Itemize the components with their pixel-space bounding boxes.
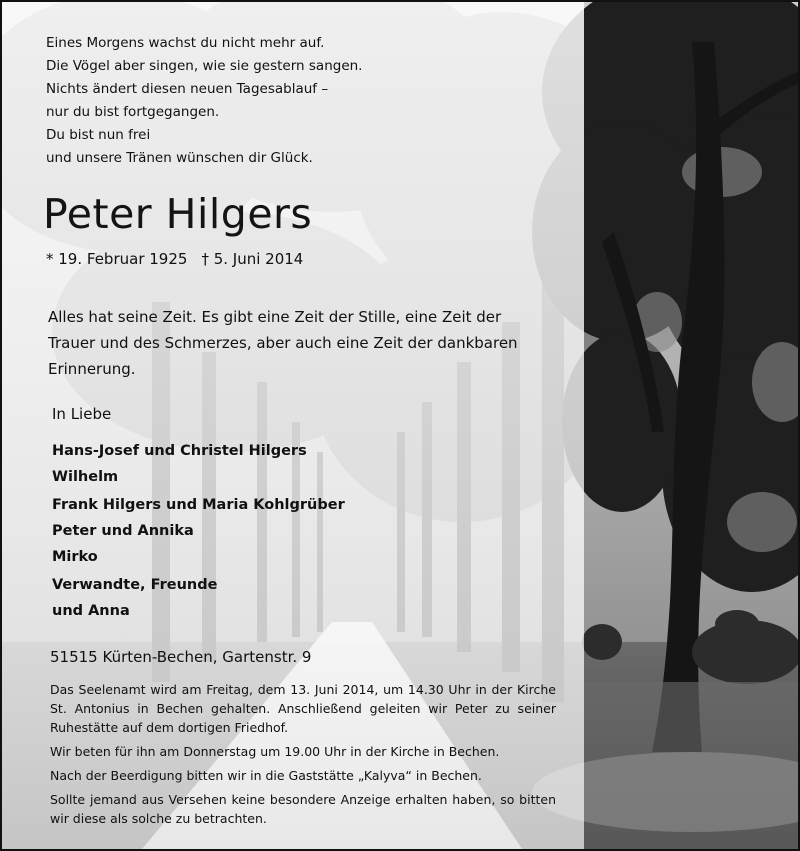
poem-line: nur du bist fortgegangen.: [46, 104, 220, 120]
quote: [48, 304, 568, 382]
service-notices: [50, 680, 556, 833]
poem-line: Nichts ändert diesen neuen Tagesablauf –: [46, 81, 329, 97]
notice-no-invitation: Sollte jemand aus Versehen keine besondere Anzeige erhalten haben, so bitten wir diese als solche zu betrachten.: [50, 792, 556, 826]
poem-line: Die Vögel aber singen, wie sie gestern sangen.: [46, 58, 363, 74]
mourner-group: [52, 572, 217, 624]
mourner-name: Wilhelm: [52, 469, 119, 485]
death-date: † 5. Juni 2014: [201, 250, 304, 268]
mourners-intro: In Liebe: [52, 405, 112, 423]
notice-prayer: Wir beten für ihn am Donnerstag um 19.00 Uhr in der Kirche in Bechen.: [50, 744, 500, 759]
mourner-group: [52, 492, 345, 570]
mourner-name: Peter und Annika: [52, 523, 194, 539]
mourner-name: Verwandte, Freunde: [52, 577, 218, 593]
deceased-name: Peter Hilgers: [43, 190, 313, 238]
mourner-name: Mirko: [52, 549, 98, 565]
notice-funeral-mass: Das Seelenamt wird am Freitag, dem 13. Juni 2014, um 14.30 Uhr in der Kirche St. Antonius in Bechen gehalten. Anschließend geleiten wir Peter zu seiner Ruhestätte auf dem dortigen Friedhof.: [50, 682, 556, 735]
birth-date: * 19. Februar 1925: [46, 250, 188, 268]
poem-line: Du bist nun frei: [46, 127, 151, 143]
poem: [46, 32, 362, 170]
poem-line: und unsere Tränen wünschen dir Glück.: [46, 150, 313, 166]
life-dates: [46, 249, 303, 269]
mourner-name: Hans-Josef und Christel Hilgers: [52, 443, 307, 459]
mourner-name: Frank Hilgers und Maria Kohlgrüber: [52, 497, 345, 513]
notice-gathering: Nach der Beerdigung bitten wir in die Gaststätte „Kalyva“ in Bechen.: [50, 768, 482, 783]
mourner-name: und Anna: [52, 603, 130, 619]
address: 51515 Kürten-Bechen, Gartenstr. 9: [50, 648, 312, 666]
poem-line: Eines Morgens wachst du nicht mehr auf.: [46, 35, 325, 51]
mourner-group: [52, 438, 307, 490]
quote-line: Alles hat seine Zeit. Es gibt eine Zeit der Stille, eine Zeit der: [48, 308, 502, 326]
quote-line: Trauer und des Schmerzes, aber auch eine Zeit der dankbaren: [48, 334, 518, 352]
quote-line: Erinnerung.: [48, 360, 136, 378]
